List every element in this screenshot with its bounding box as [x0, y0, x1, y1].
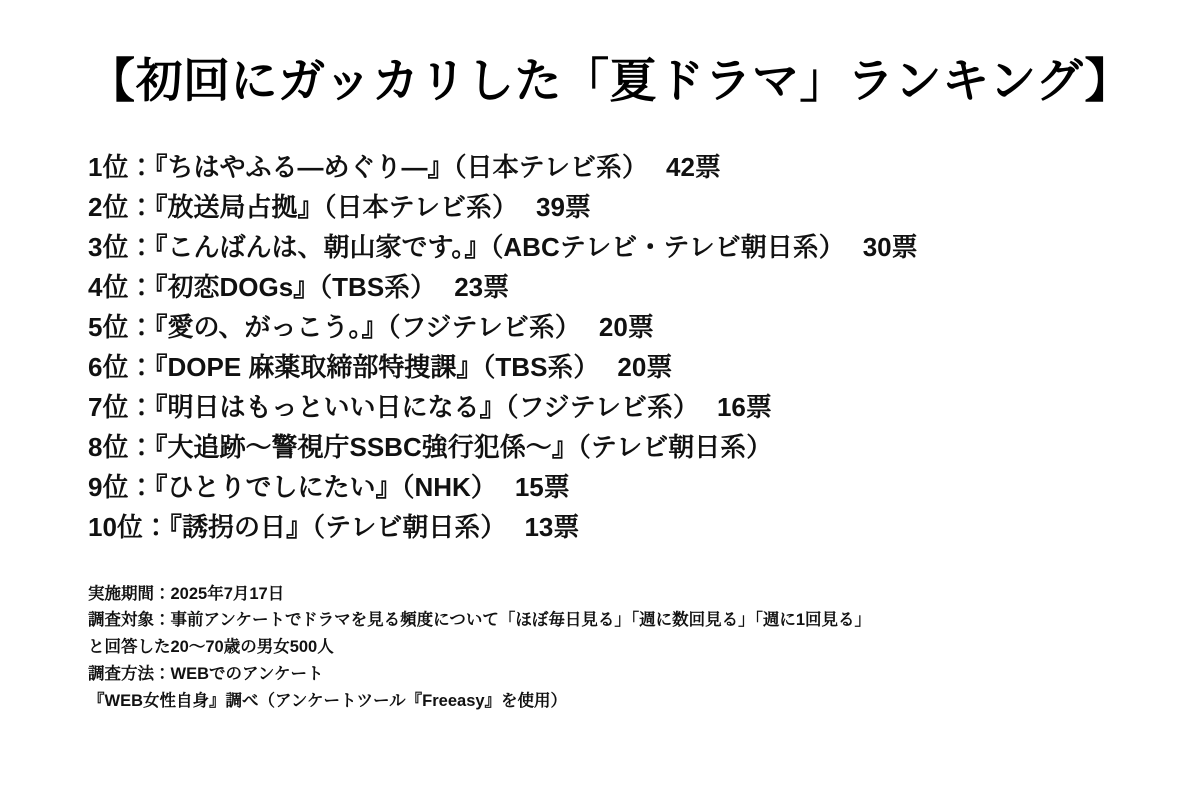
- ranking-list: [88, 147, 1120, 547]
- page-title: 【初回にガッカリした「夏ドラマ」ランキング】: [88, 54, 1133, 107]
- footnote-subjects: 調査対象：事前アンケートでドラマを見る頻度について「ほぼ毎日見る」「週に数回見る」「週に1回見る」: [88, 611, 872, 630]
- footnote-subjects-cont: と回答した20〜70歳の男女500人: [88, 638, 334, 657]
- footnote-period: 実施期間：2025年7月17日: [88, 584, 285, 603]
- rank-position: 8位: [88, 431, 129, 462]
- rank-position: 4位: [88, 271, 129, 302]
- rank-position: 5位: [88, 311, 129, 342]
- rank-position: 9位: [88, 471, 129, 502]
- rank-separator: ：: [142, 511, 169, 542]
- list-item: [88, 427, 1120, 467]
- rank-separator: ：: [128, 431, 155, 462]
- rank-title: 『誘拐の日』: [168, 511, 312, 542]
- rank-network: （日本テレビ系）: [453, 151, 648, 182]
- list-item: [88, 227, 1120, 267]
- rank-title: 『明日はもっといい日になる』: [154, 391, 506, 422]
- footnote-method: 調査方法：WEBでのアンケート: [88, 664, 324, 683]
- rank-network: （日本テレビ系）: [323, 191, 518, 222]
- rank-separator: ：: [128, 391, 155, 422]
- rank-votes: 42票: [665, 151, 721, 182]
- rank-votes: 39票: [535, 191, 591, 222]
- rank-position: 2位: [88, 191, 129, 222]
- rank-position: 1位: [88, 151, 129, 182]
- rank-network: （NHK）: [401, 471, 497, 502]
- rank-network: （テレビ朝日系）: [311, 511, 507, 542]
- rank-votes: 15票: [514, 471, 570, 502]
- list-item: [88, 147, 1120, 187]
- rank-title: 『愛の、がっこう。』: [154, 311, 388, 342]
- rank-network: （ABCテレビ・テレビ朝日系）: [490, 231, 845, 262]
- rank-votes: 20票: [617, 351, 673, 382]
- list-item: [88, 307, 1120, 347]
- rank-network: （フジテレビ系）: [387, 311, 581, 342]
- rank-separator: ：: [128, 471, 155, 502]
- footnote-source: 『WEB女性自身』調べ（アンケートツール『Freeasy』を使用）: [88, 691, 568, 710]
- list-item: [88, 267, 1120, 307]
- rank-title: 『こんばんは、朝山家です。』: [154, 231, 491, 262]
- list-item: [88, 187, 1120, 227]
- rank-votes: 13票: [524, 511, 580, 542]
- list-item: [88, 467, 1120, 507]
- rank-separator: ：: [128, 151, 155, 182]
- rank-separator: ：: [128, 311, 155, 342]
- rank-title: 『ひとりでしにたい』: [154, 471, 402, 502]
- rank-votes: 30票: [862, 231, 918, 262]
- rank-position: 3位: [88, 231, 129, 262]
- rank-title: 『放送局占拠』: [154, 191, 324, 222]
- list-item: [88, 507, 1120, 547]
- rank-position: 10位: [88, 511, 143, 542]
- rank-title: 『初恋DOGs』: [154, 271, 320, 302]
- rank-network: （TBS系）: [482, 351, 600, 382]
- rank-separator: ：: [128, 191, 155, 222]
- list-item: [88, 387, 1120, 427]
- rank-votes: 23票: [454, 271, 510, 302]
- rank-position: 6位: [88, 351, 129, 382]
- rank-network: （TBS系）: [319, 271, 437, 302]
- rank-separator: ：: [128, 271, 155, 302]
- list-item: [88, 347, 1120, 387]
- survey-footnotes: [88, 581, 1120, 715]
- rank-votes: 20票: [598, 311, 654, 342]
- rank-separator: ：: [128, 351, 155, 382]
- rank-votes: 16票: [716, 391, 772, 422]
- rank-title: 『大追跡〜警視庁SSBC強行犯係〜』: [154, 431, 578, 462]
- rank-network: （テレビ朝日系）: [577, 431, 773, 462]
- rank-network: （フジテレビ系）: [505, 391, 699, 422]
- rank-position: 7位: [88, 391, 129, 422]
- rank-title: 『ちはやふる―めぐり―』: [154, 151, 454, 182]
- rank-separator: ：: [128, 231, 155, 262]
- rank-title: 『DOPE 麻薬取締部特捜課』: [154, 351, 483, 382]
